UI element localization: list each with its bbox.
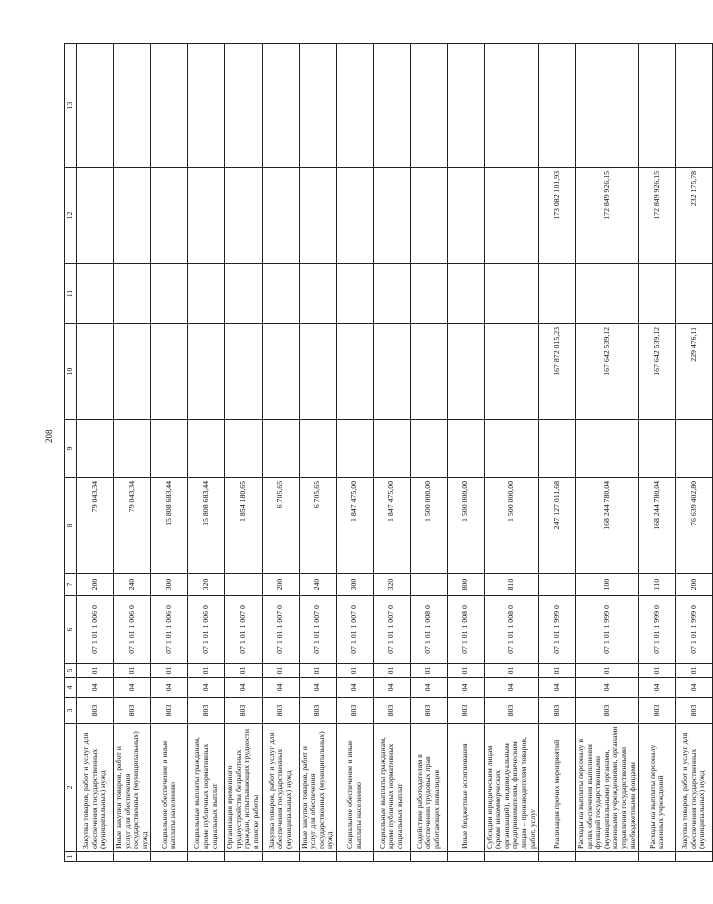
row-marker-cell bbox=[225, 852, 262, 862]
cell-col-9 bbox=[447, 420, 484, 478]
cell-col-8: 1 854 180,65 bbox=[225, 478, 262, 574]
cell-col-13 bbox=[447, 44, 484, 168]
cell-col-7: 200 bbox=[262, 574, 299, 596]
cell-col-13 bbox=[188, 44, 225, 168]
row-name: Организация временного трудоустройства безработных граждан, испытывающих трудности в поиске работы bbox=[225, 724, 262, 852]
row-name: Социальное обеспечение и иные выплаты населению bbox=[336, 724, 373, 852]
cell-col-5: 01 bbox=[188, 664, 225, 678]
cell-col-7: 240 bbox=[299, 574, 336, 596]
cell-col-11 bbox=[373, 264, 410, 324]
cell-col-6: 07 1 01 1 007 0 bbox=[262, 596, 299, 664]
cell-col-3: 803 bbox=[410, 698, 447, 724]
cell-col-12 bbox=[188, 168, 225, 264]
cell-col-5: 01 bbox=[225, 664, 262, 678]
cell-col-13 bbox=[225, 44, 262, 168]
cell-col-3: 803 bbox=[373, 698, 410, 724]
column-header-11: 11 bbox=[65, 264, 77, 324]
cell-col-9 bbox=[410, 420, 447, 478]
cell-col-3: 803 bbox=[225, 698, 262, 724]
table-row bbox=[576, 44, 639, 862]
row-name: Закупка товаров, работ и услуг для обеспечения государственных (муниципальных) нужд bbox=[676, 724, 713, 852]
column-header-1: 1 bbox=[65, 852, 77, 862]
cell-col-12 bbox=[484, 168, 538, 264]
rotated-page bbox=[64, 44, 707, 862]
cell-col-3: 803 bbox=[484, 698, 538, 724]
table-row bbox=[262, 44, 299, 862]
cell-col-13 bbox=[336, 44, 373, 168]
cell-col-13 bbox=[676, 44, 713, 168]
cell-col-10: 167 642 539,12 bbox=[576, 324, 639, 420]
table-row bbox=[336, 44, 373, 862]
cell-col-8: 6 705,65 bbox=[262, 478, 299, 574]
cell-col-9 bbox=[373, 420, 410, 478]
cell-col-12 bbox=[262, 168, 299, 264]
cell-col-8: 76 639 402,80 bbox=[676, 478, 713, 574]
row-marker-cell bbox=[336, 852, 373, 862]
cell-col-3: 803 bbox=[576, 698, 639, 724]
cell-col-11 bbox=[539, 264, 576, 324]
cell-col-12 bbox=[336, 168, 373, 264]
cell-col-10: 229 476,11 bbox=[676, 324, 713, 420]
column-header-12: 12 bbox=[65, 168, 77, 264]
row-name: Субсидии юридическим лицам (кроме некоммерческих организаций), индивидуальным предпринимателям, физическим лицам – производителям товаров, работ, услуг bbox=[484, 724, 538, 852]
cell-col-9 bbox=[539, 420, 576, 478]
table-row bbox=[410, 44, 447, 862]
cell-col-6: 07 1 01 1 006 0 bbox=[77, 596, 114, 664]
cell-col-11 bbox=[676, 264, 713, 324]
cell-col-6: 07 1 01 1 006 0 bbox=[114, 596, 151, 664]
row-marker-cell bbox=[676, 852, 713, 862]
cell-col-6: 07 1 01 1 999 0 bbox=[639, 596, 676, 664]
cell-col-12 bbox=[299, 168, 336, 264]
cell-col-6: 07 1 01 1 007 0 bbox=[373, 596, 410, 664]
cell-col-11 bbox=[484, 264, 538, 324]
cell-col-7 bbox=[410, 574, 447, 596]
row-marker-cell bbox=[299, 852, 336, 862]
cell-col-8: 79 043,34 bbox=[77, 478, 114, 574]
cell-col-3: 803 bbox=[114, 698, 151, 724]
cell-col-5: 01 bbox=[447, 664, 484, 678]
cell-col-10: 167 642 539,12 bbox=[639, 324, 676, 420]
cell-col-4: 04 bbox=[114, 678, 151, 698]
row-marker-cell bbox=[576, 852, 639, 862]
cell-col-3: 803 bbox=[188, 698, 225, 724]
cell-col-4: 04 bbox=[639, 678, 676, 698]
table-row bbox=[225, 44, 262, 862]
cell-col-6: 07 1 01 1 008 0 bbox=[484, 596, 538, 664]
cell-col-7: 320 bbox=[188, 574, 225, 596]
cell-col-9 bbox=[114, 420, 151, 478]
cell-col-6: 07 1 01 1 999 0 bbox=[576, 596, 639, 664]
row-name: Иные закупки товаров, работ и услуг для обеспечения государственных (муниципальных) нужд bbox=[114, 724, 151, 852]
cell-col-7 bbox=[225, 574, 262, 596]
cell-col-3: 803 bbox=[539, 698, 576, 724]
cell-col-7: 200 bbox=[676, 574, 713, 596]
row-name: Расходы на выплаты персоналу казенных учреждений bbox=[639, 724, 676, 852]
cell-col-9 bbox=[262, 420, 299, 478]
table-row bbox=[373, 44, 410, 862]
cell-col-11 bbox=[151, 264, 188, 324]
cell-col-8: 1 500 000,00 bbox=[447, 478, 484, 574]
cell-col-4: 04 bbox=[77, 678, 114, 698]
row-name: Социальные выплаты гражданам, кроме публичных нормативных социальных выплат bbox=[373, 724, 410, 852]
cell-col-12: 173 082 101,93 bbox=[539, 168, 576, 264]
column-header-8: 8 bbox=[65, 478, 77, 574]
cell-col-8: 168 244 780,04 bbox=[639, 478, 676, 574]
table-row bbox=[299, 44, 336, 862]
cell-col-10 bbox=[373, 324, 410, 420]
cell-col-4: 04 bbox=[484, 678, 538, 698]
cell-col-9 bbox=[77, 420, 114, 478]
column-header-13: 13 bbox=[65, 44, 77, 168]
cell-col-13 bbox=[299, 44, 336, 168]
cell-col-3: 803 bbox=[299, 698, 336, 724]
cell-col-9 bbox=[188, 420, 225, 478]
cell-col-5: 01 bbox=[373, 664, 410, 678]
column-header-5: 5 bbox=[65, 664, 77, 678]
cell-col-11 bbox=[639, 264, 676, 324]
cell-col-3: 803 bbox=[639, 698, 676, 724]
cell-col-12: 172 849 926,15 bbox=[639, 168, 676, 264]
cell-col-8: 15 808 683,44 bbox=[188, 478, 225, 574]
cell-col-4: 04 bbox=[336, 678, 373, 698]
table-row bbox=[676, 44, 713, 862]
row-marker-cell bbox=[639, 852, 676, 862]
cell-col-9 bbox=[299, 420, 336, 478]
row-marker-cell bbox=[151, 852, 188, 862]
cell-col-12 bbox=[114, 168, 151, 264]
cell-col-13 bbox=[639, 44, 676, 168]
cell-col-10 bbox=[225, 324, 262, 420]
cell-col-7: 100 bbox=[576, 574, 639, 596]
cell-col-10: 167 872 015,23 bbox=[539, 324, 576, 420]
cell-col-9 bbox=[484, 420, 538, 478]
cell-col-5: 01 bbox=[336, 664, 373, 678]
cell-col-4: 04 bbox=[539, 678, 576, 698]
row-name: Закупка товаров, работ и услуг для обеспечения государственных (муниципальных) нужд bbox=[262, 724, 299, 852]
row-name: Содействие работодателям в обеспечении трудовых прав работающих инвалидов bbox=[410, 724, 447, 852]
cell-col-13 bbox=[151, 44, 188, 168]
column-header-10: 10 bbox=[65, 324, 77, 420]
cell-col-5: 01 bbox=[151, 664, 188, 678]
cell-col-3: 803 bbox=[151, 698, 188, 724]
column-header-2: 2 bbox=[65, 724, 77, 852]
row-marker-cell bbox=[447, 852, 484, 862]
cell-col-4: 04 bbox=[225, 678, 262, 698]
cell-col-6: 07 1 01 1 008 0 bbox=[447, 596, 484, 664]
row-marker-cell bbox=[373, 852, 410, 862]
cell-col-8: 168 244 780,04 bbox=[576, 478, 639, 574]
cell-col-13 bbox=[576, 44, 639, 168]
table-row bbox=[539, 44, 576, 862]
cell-col-6: 07 1 01 1 007 0 bbox=[225, 596, 262, 664]
cell-col-4: 04 bbox=[447, 678, 484, 698]
table-row bbox=[151, 44, 188, 862]
cell-col-10 bbox=[299, 324, 336, 420]
cell-col-5: 01 bbox=[484, 664, 538, 678]
table-row bbox=[114, 44, 151, 862]
row-name: Социальные выплаты гражданам, кроме публичных нормативных социальных выплат bbox=[188, 724, 225, 852]
column-header-6: 6 bbox=[65, 596, 77, 664]
cell-col-8: 1 847 475,00 bbox=[373, 478, 410, 574]
cell-col-11 bbox=[576, 264, 639, 324]
cell-col-8: 6 705,65 bbox=[299, 478, 336, 574]
cell-col-10 bbox=[262, 324, 299, 420]
cell-col-10 bbox=[77, 324, 114, 420]
cell-col-13 bbox=[484, 44, 538, 168]
cell-col-10 bbox=[484, 324, 538, 420]
cell-col-13 bbox=[373, 44, 410, 168]
cell-col-4: 04 bbox=[188, 678, 225, 698]
cell-col-8: 79 043,34 bbox=[114, 478, 151, 574]
cell-col-4: 04 bbox=[299, 678, 336, 698]
cell-col-6: 07 1 01 1 007 0 bbox=[299, 596, 336, 664]
column-header-7: 7 bbox=[65, 574, 77, 596]
cell-col-12 bbox=[373, 168, 410, 264]
cell-col-7: 200 bbox=[77, 574, 114, 596]
cell-col-12 bbox=[151, 168, 188, 264]
cell-col-10 bbox=[336, 324, 373, 420]
table-row bbox=[484, 44, 538, 862]
cell-col-10 bbox=[188, 324, 225, 420]
row-marker-cell bbox=[262, 852, 299, 862]
table-row bbox=[447, 44, 484, 862]
cell-col-6: 07 1 01 1 006 0 bbox=[188, 596, 225, 664]
cell-col-4: 04 bbox=[151, 678, 188, 698]
cell-col-7 bbox=[539, 574, 576, 596]
cell-col-12 bbox=[225, 168, 262, 264]
row-name: Закупка товаров, работ и услуг для обеспечения государственных (муниципальных) нужд bbox=[77, 724, 114, 852]
page-number: 208 bbox=[44, 429, 54, 443]
cell-col-5: 01 bbox=[676, 664, 713, 678]
row-name: Расходы на выплаты персоналу в целях обеспечения выполнения функций государственными (муниципальными) органами, казенными учреждениями, органами управления государственными внебюджетными фондами bbox=[576, 724, 639, 852]
cell-col-7: 800 bbox=[447, 574, 484, 596]
cell-col-3: 803 bbox=[77, 698, 114, 724]
cell-col-3: 803 bbox=[336, 698, 373, 724]
column-header-3: 3 bbox=[65, 698, 77, 724]
cell-col-12 bbox=[77, 168, 114, 264]
cell-col-13 bbox=[539, 44, 576, 168]
cell-col-11 bbox=[262, 264, 299, 324]
cell-col-11 bbox=[225, 264, 262, 324]
cell-col-4: 04 bbox=[262, 678, 299, 698]
cell-col-5: 01 bbox=[114, 664, 151, 678]
row-name: Реализация прочих мероприятий bbox=[539, 724, 576, 852]
table-row bbox=[188, 44, 225, 862]
cell-col-5: 01 bbox=[576, 664, 639, 678]
cell-col-5: 01 bbox=[410, 664, 447, 678]
cell-col-12 bbox=[410, 168, 447, 264]
row-marker-cell bbox=[410, 852, 447, 862]
header-row bbox=[65, 44, 77, 862]
row-marker-cell bbox=[77, 852, 114, 862]
cell-col-5: 01 bbox=[639, 664, 676, 678]
cell-col-5: 01 bbox=[77, 664, 114, 678]
cell-col-6: 07 1 01 1 007 0 bbox=[336, 596, 373, 664]
cell-col-12: 232 175,78 bbox=[676, 168, 713, 264]
cell-col-13 bbox=[410, 44, 447, 168]
row-marker-cell bbox=[188, 852, 225, 862]
row-marker-cell bbox=[114, 852, 151, 862]
cell-col-8: 247 127 011,68 bbox=[539, 478, 576, 574]
cell-col-12: 172 849 926,15 bbox=[576, 168, 639, 264]
cell-col-6: 07 1 01 1 006 0 bbox=[151, 596, 188, 664]
cell-col-3: 803 bbox=[447, 698, 484, 724]
cell-col-11 bbox=[336, 264, 373, 324]
budget-table bbox=[64, 43, 713, 862]
table-row bbox=[639, 44, 676, 862]
row-marker-cell bbox=[484, 852, 538, 862]
cell-col-4: 04 bbox=[676, 678, 713, 698]
cell-col-12 bbox=[447, 168, 484, 264]
cell-col-9 bbox=[225, 420, 262, 478]
row-name: Иные бюджетные ассигнования bbox=[447, 724, 484, 852]
cell-col-11 bbox=[77, 264, 114, 324]
cell-col-10 bbox=[447, 324, 484, 420]
cell-col-11 bbox=[447, 264, 484, 324]
cell-col-7: 110 bbox=[639, 574, 676, 596]
cell-col-13 bbox=[114, 44, 151, 168]
cell-col-5: 01 bbox=[299, 664, 336, 678]
cell-col-7: 300 bbox=[151, 574, 188, 596]
cell-col-8: 1 847 475,00 bbox=[336, 478, 373, 574]
cell-col-7: 320 bbox=[373, 574, 410, 596]
row-name: Социальное обеспечение и иные выплаты населению bbox=[151, 724, 188, 852]
cell-col-8: 1 500 000,00 bbox=[410, 478, 447, 574]
row-name: Иные закупки товаров, работ и услуг для обеспечения государственных (муниципальных) нужд bbox=[299, 724, 336, 852]
cell-col-13 bbox=[77, 44, 114, 168]
cell-col-11 bbox=[188, 264, 225, 324]
cell-col-11 bbox=[114, 264, 151, 324]
cell-col-7: 240 bbox=[114, 574, 151, 596]
cell-col-3: 803 bbox=[262, 698, 299, 724]
cell-col-8: 1 500 000,00 bbox=[484, 478, 538, 574]
cell-col-7: 810 bbox=[484, 574, 538, 596]
cell-col-9 bbox=[639, 420, 676, 478]
cell-col-7: 300 bbox=[336, 574, 373, 596]
cell-col-5: 01 bbox=[262, 664, 299, 678]
cell-col-6: 07 1 01 1 999 0 bbox=[676, 596, 713, 664]
cell-col-10 bbox=[410, 324, 447, 420]
cell-col-4: 04 bbox=[576, 678, 639, 698]
row-marker-cell bbox=[539, 852, 576, 862]
cell-col-10 bbox=[151, 324, 188, 420]
column-header-4: 4 bbox=[65, 678, 77, 698]
cell-col-8: 15 808 683,44 bbox=[151, 478, 188, 574]
cell-col-4: 04 bbox=[410, 678, 447, 698]
cell-col-6: 07 1 01 1 999 0 bbox=[539, 596, 576, 664]
cell-col-6: 07 1 01 1 008 0 bbox=[410, 596, 447, 664]
cell-col-4: 04 bbox=[373, 678, 410, 698]
cell-col-11 bbox=[299, 264, 336, 324]
column-header-9: 9 bbox=[65, 420, 77, 478]
table-row bbox=[77, 44, 114, 862]
cell-col-5: 01 bbox=[539, 664, 576, 678]
cell-col-11 bbox=[410, 264, 447, 324]
cell-col-10 bbox=[114, 324, 151, 420]
cell-col-9 bbox=[676, 420, 713, 478]
cell-col-9 bbox=[576, 420, 639, 478]
cell-col-9 bbox=[151, 420, 188, 478]
cell-col-9 bbox=[336, 420, 373, 478]
cell-col-3: 803 bbox=[676, 698, 713, 724]
table-body bbox=[77, 44, 713, 862]
cell-col-13 bbox=[262, 44, 299, 168]
